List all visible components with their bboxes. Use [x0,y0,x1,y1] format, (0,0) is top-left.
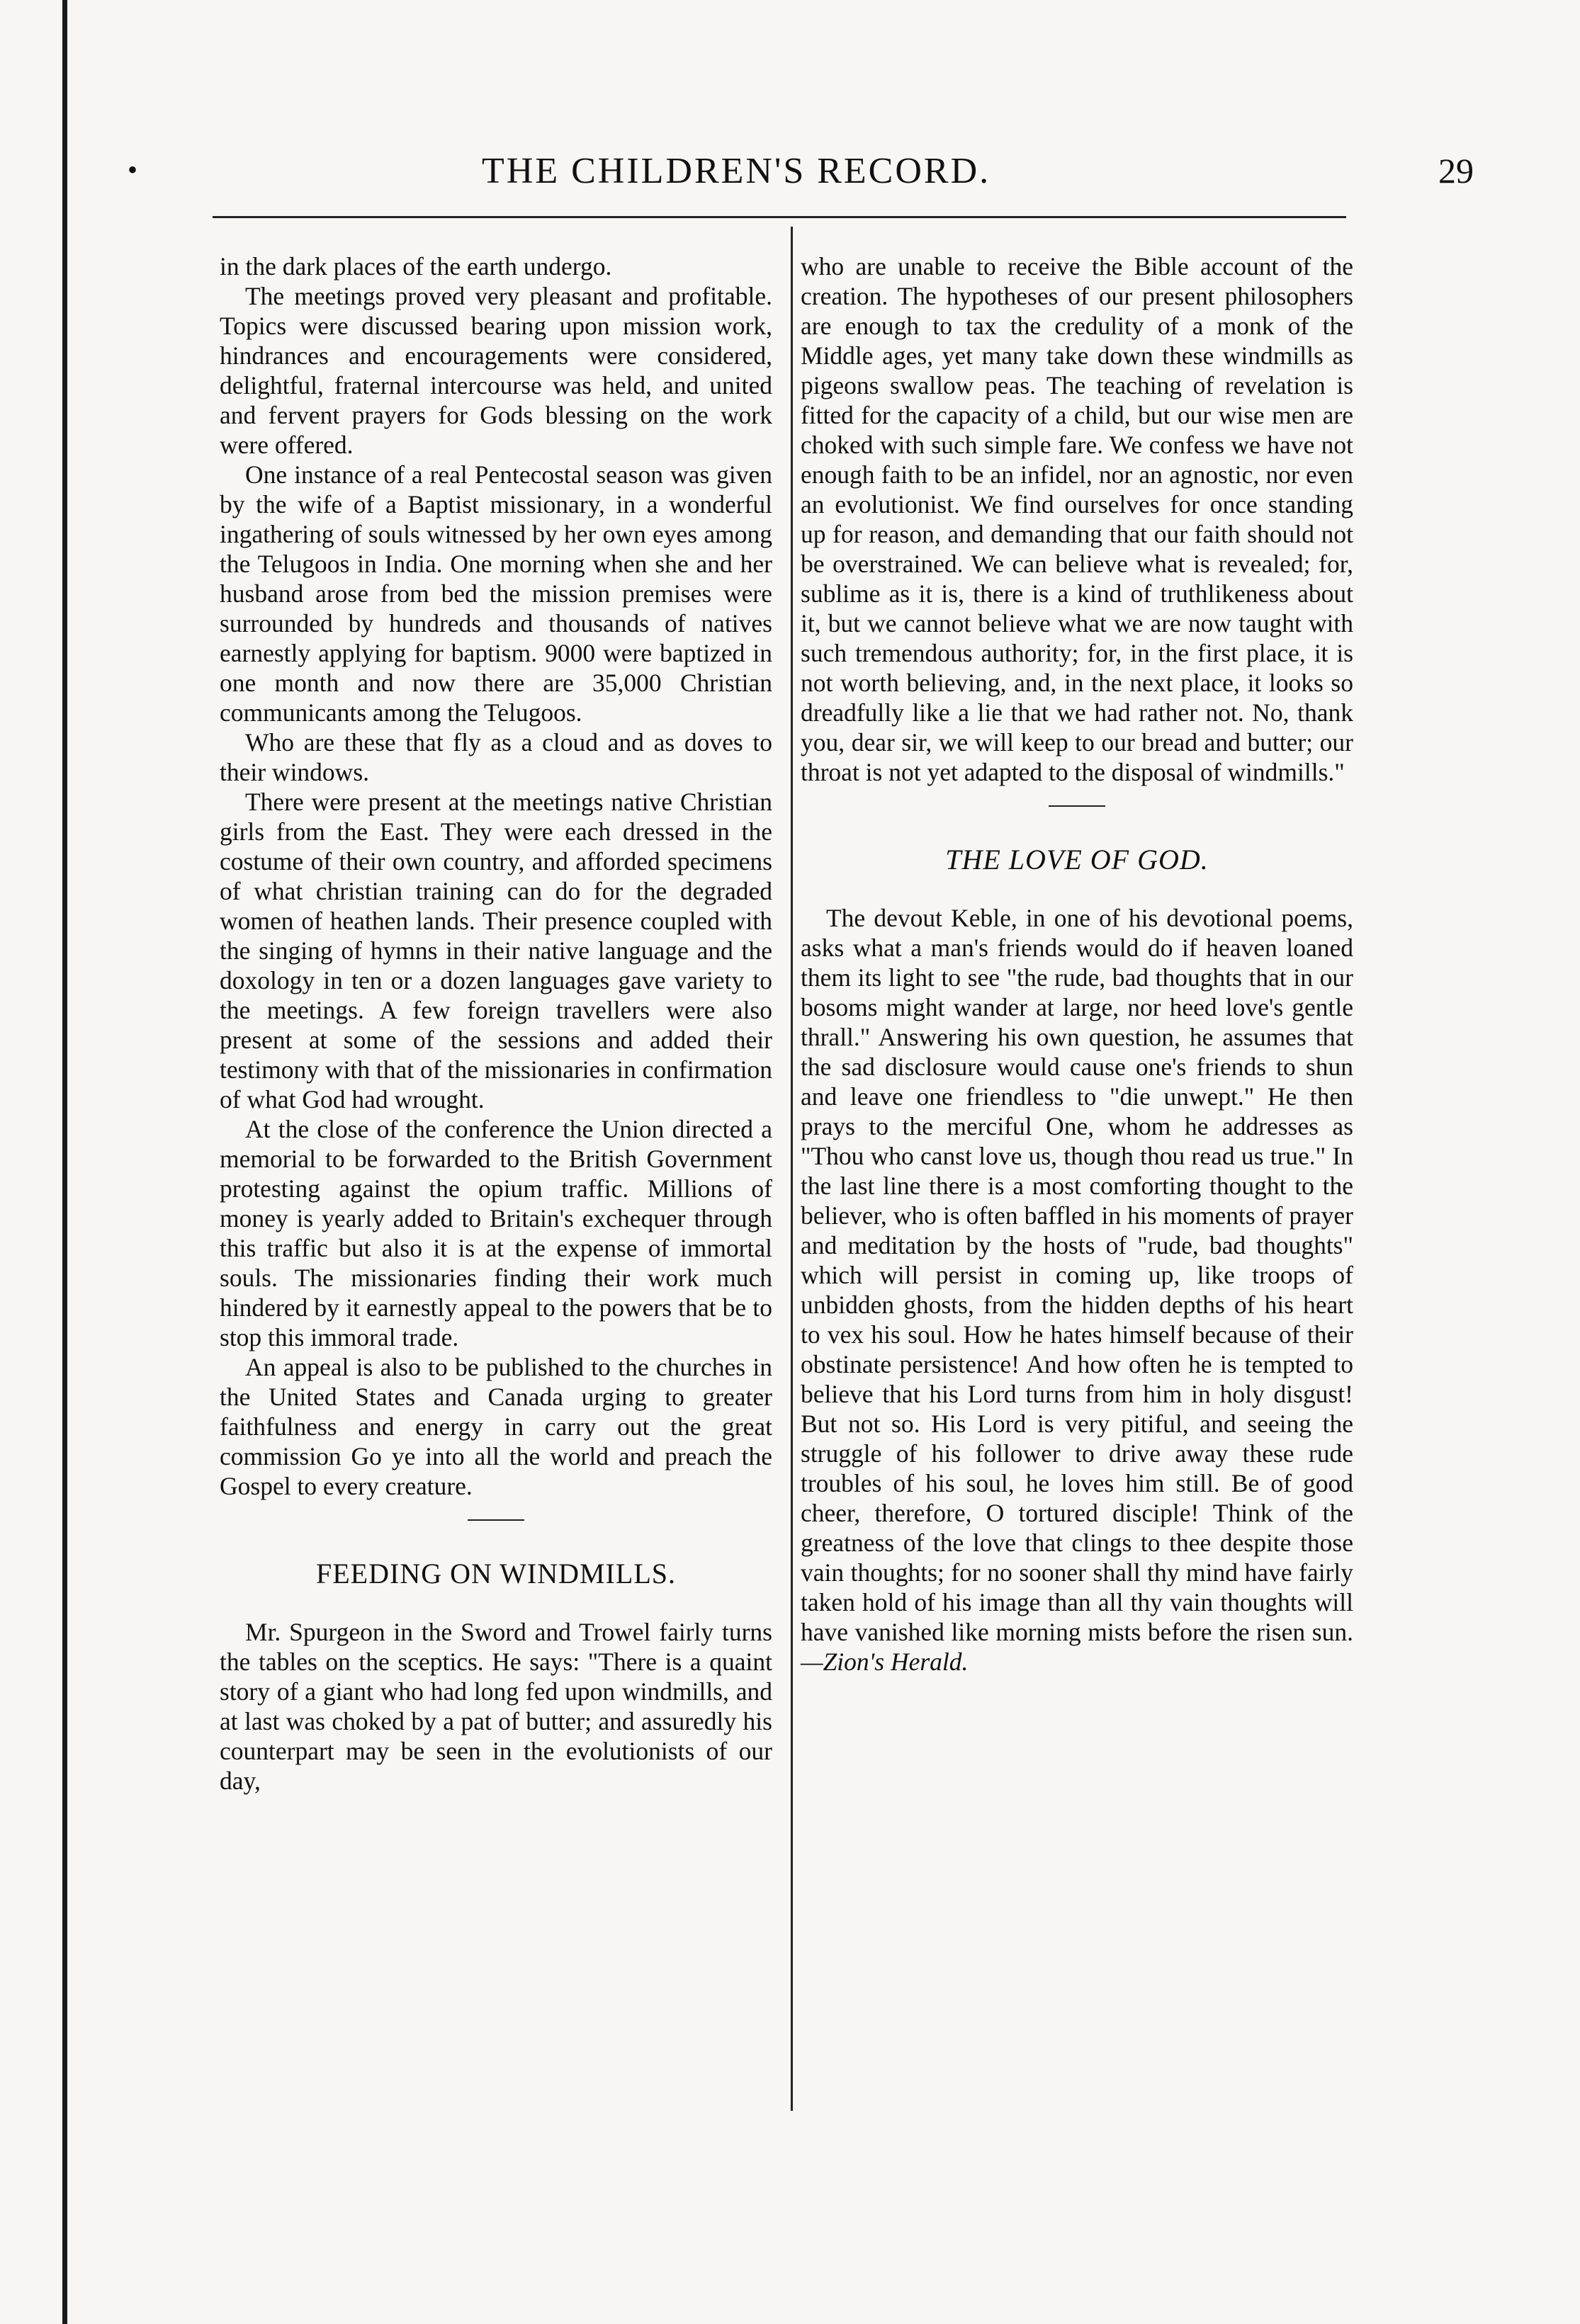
right-column [801,251,1353,1677]
column-divider [791,227,793,2111]
paragraph: One instance of a real Pentecostal season was given by the wife of a Baptist missionary, in a wonderful ingathering of souls witnessed by her own eyes among the Telugoos in India. One morning when she and her husband arose from bed the mission premises were surrounded by hundreds and thousands of natives earnestly applying for baptism. 9000 were baptized in one month and now there are 35,000 Christian communicants among the Telugoos. [220,460,772,727]
paragraph: who are unable to receive the Bible account of the creation. The hypotheses of our present philosophers are enough to tax the credulity of a monk of the Middle ages, yet many take down these windmills as pigeons swallow peas. The teaching of revelation is fitted for the capacity of a child, but our wise men are choked with such simple fare. We confess we have not enough faith to be an infidel, nor an agnostic, nor even an evolutionist. We find ourselves for once standing up for reason, and demanding that our faith should not be overstrained. We can believe what is revealed; for, sublime as it is, there is a kind of truthlikeness about it, but we cannot believe what we are now taught with such tremendous authority; for, in the first place, it is not worth believing, and, in the next place, it looks so dreadfully like a lie that we had rather not. No, thank you, dear sir, we will keep to our bread and butter; our throat is not yet adapted to the disposal of windmills." [801,252,1353,786]
paragraph: There were present at the meetings native Christian girls from the East. They were each dressed in the costume of their own country, and afforded specimens of what christian training can do for the degraded women of heathen lands. Their presence coupled with the singing of hymns in their native language and the doxology in ten or a dozen languages gave variety to the meetings. A few foreign travellers were also present at some of the sessions and added their testimony with that of the missionaries in confirmation of what God had wrought. [220,788,772,1113]
paragraph: An appeal is also to be published to the churches in the United States and Canada urging to greater faithfulness and energy in carry out the great commission Go ye into all the world and preach the Gospel to every creature. [220,1353,772,1500]
page-header [453,150,1530,200]
left-column [220,251,772,1796]
source-attribution: —Zion's Herald. [801,1648,969,1676]
paragraph: The meetings proved very pleasant and profitable. Topics were discussed bearing upon mission work, hindrances and encouragements were considered, delightful, fraternal intercourse was held, and united and fervent prayers for Gods blessing on the work were offered. [220,282,772,459]
article-heading: FEEDING ON WINDMILLS. [316,1558,676,1589]
header-rule [213,216,1346,218]
paragraph: in the dark places of the earth undergo. [220,252,612,280]
margin-dot: • [128,154,138,186]
paragraph: Mr. Spurgeon in the Sword and Trowel fairly turns the tables on the sceptics. He says: "There is a quaint story of a giant who had long fed upon windmills, and at last was choked by a pat of butter; and assuredly his counterpart may be seen in the evolutionists of our day, [220,1618,772,1795]
paragraph [801,903,1353,1677]
journal-title: THE CHILDREN'S RECORD. [482,151,991,191]
paragraph: Who are these that fly as a cloud and as doves to their windows. [220,728,772,786]
paragraph: At the close of the conference the Union directed a memorial to be forwarded to the British Government protesting against the opium traffic. Millions of money is yearly added to Britain's exchequer through this traffic but also it is at the expense of immortal souls. The missionaries finding their work much hindered by it earnestly appeal to the powers that be to stop this immoral trade. [220,1115,772,1351]
page-number: 29 [1438,151,1474,191]
page-edge-bar [62,0,67,2324]
section-separator [801,788,1353,818]
paragraph-text: The devout Keble, in one of his devotional poems, asks what a man's friends would do if heaven loaned them its light to see "the rude, bad thoughts that in our bosoms might wander at large, nor heed love's gentle thrall." Answering his own question, he assumes that the sad disclosure would cause one's friends to shun and leave one friendless to "die unwept." He then prays to the merciful One, whom he addresses as "Thou who canst love us, though thou read us true." In the last line there is a most comforting thought to the believer, who is often baffled in his moments of prayer and meditation by the hosts of "rude, bad thoughts" which will persist in coming up, like troops of unbidden ghosts, from the hidden depths of his heart to vex his soul. How he hates himself because of their obstinate persistence! And how often he is tempted to believe that his Lord turns from him in holy disgust! But not so. His Lord is very pitiful, and seeing the struggle of his follower to drive away these rude troubles of his soul, he loves him still. Be of good cheer, therefore, O tortured disciple! Think of the greatness of the love that clings to thee despite those vain thoughts; for no sooner shall thy mind have fairly taken hold of his image than all thy vain thoughts will have vanished like morning mists before the risen sun. [801,904,1353,1646]
section-separator [220,1502,772,1532]
article-heading: THE LOVE OF GOD. [945,844,1209,875]
